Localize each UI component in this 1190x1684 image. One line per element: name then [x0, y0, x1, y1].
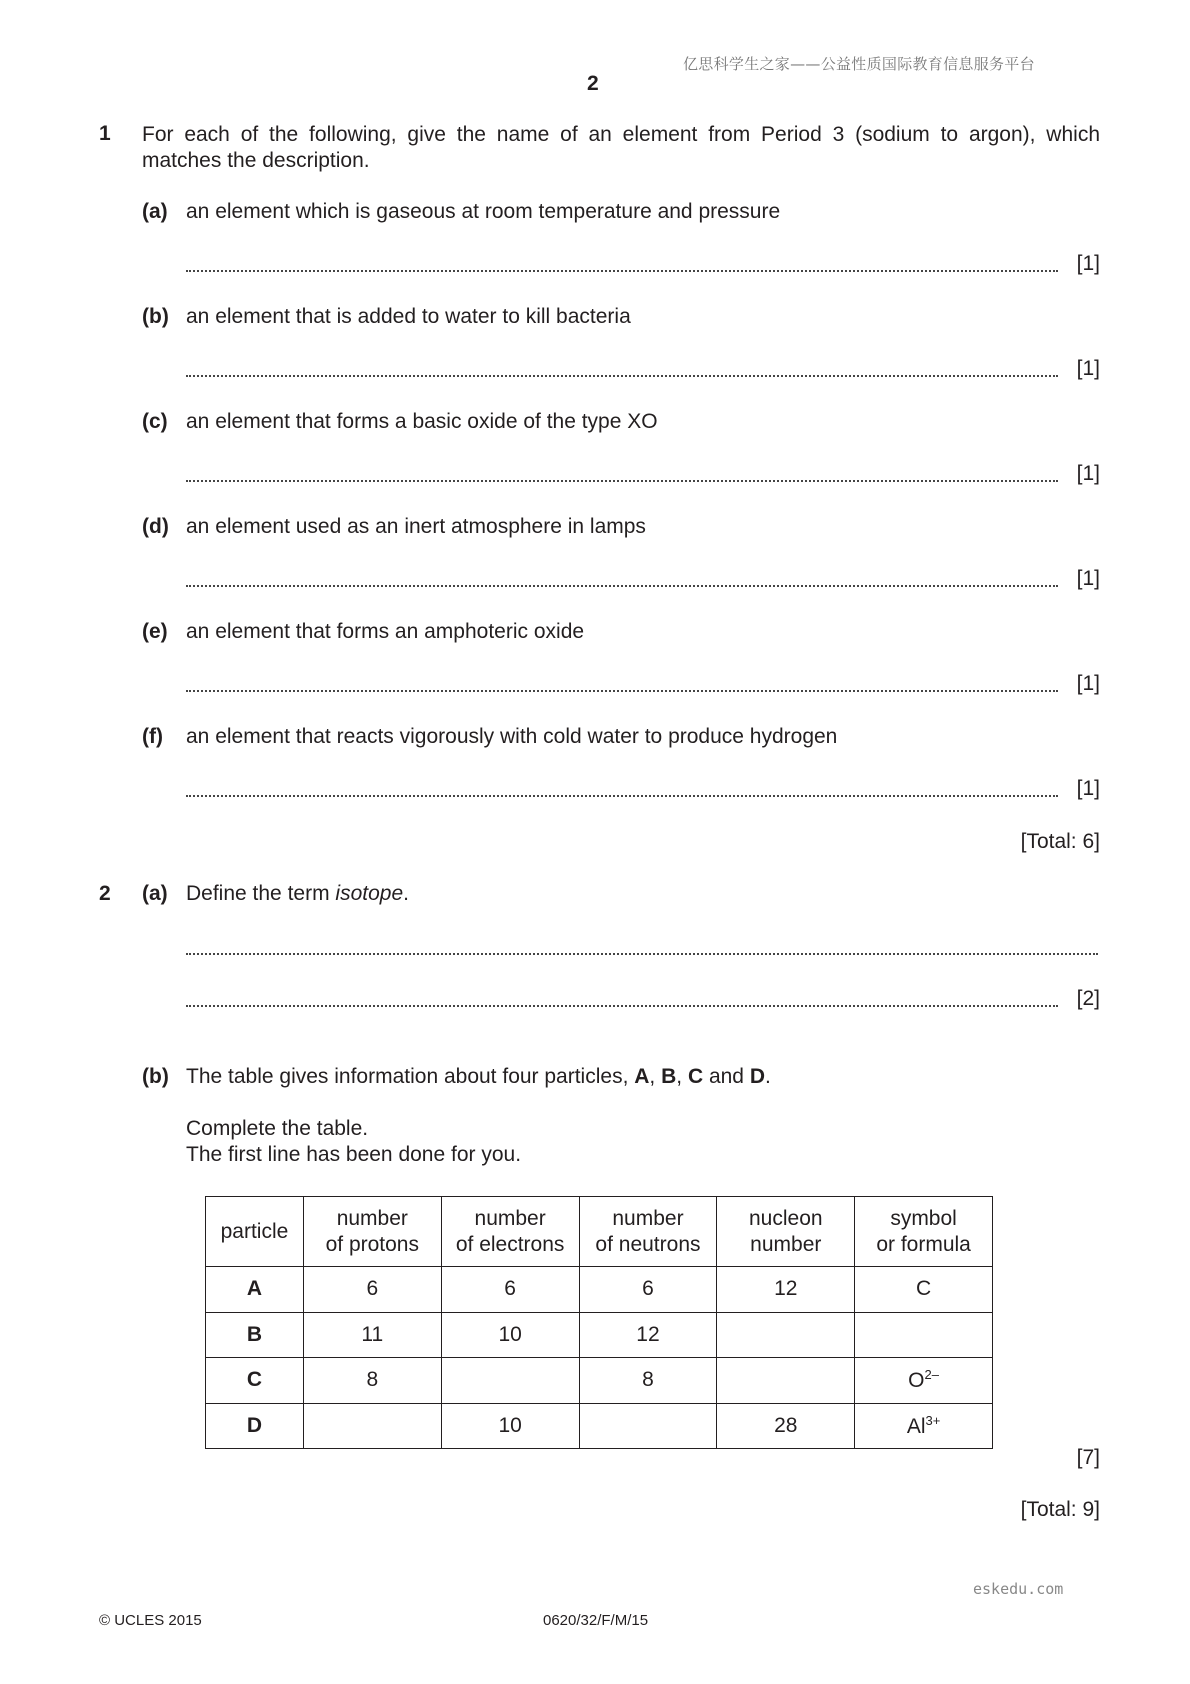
cell-symbol-answer[interactable]: [855, 1312, 993, 1358]
header-line: particle: [220, 1219, 289, 1243]
header-line: number: [750, 1232, 822, 1256]
header-nucleon: [717, 1197, 855, 1267]
footer-code: 0620/32/F/M/15: [543, 1612, 649, 1629]
header-symbol: [855, 1197, 993, 1267]
cell-symbol: [855, 1403, 993, 1449]
text-after: .: [403, 882, 409, 905]
period: .: [765, 1065, 771, 1088]
header-neutrons: [579, 1197, 717, 1267]
header-line: of protons: [325, 1232, 419, 1256]
cell-electrons-answer[interactable]: [441, 1358, 579, 1404]
cell-neutrons: 8: [579, 1358, 717, 1404]
cell-nucleon-answer[interactable]: [717, 1312, 855, 1358]
header-line: of electrons: [455, 1232, 565, 1256]
question-2-number: 2: [99, 882, 111, 905]
cell-protons: 6: [303, 1267, 441, 1313]
header-particle: [206, 1197, 304, 1267]
answer-line[interactable]: [186, 935, 1098, 955]
part-text: an element which is gaseous at room temperature and pressure: [186, 200, 781, 223]
header-protons: [303, 1197, 441, 1267]
text-before: Define the term: [186, 882, 336, 905]
cell-electrons: 10: [441, 1312, 579, 1358]
header-line: symbol: [890, 1206, 957, 1230]
part-text: an element that reacts vigorously with cold water to produce hydrogen: [186, 725, 838, 748]
separator: ,: [676, 1065, 688, 1088]
mark: [1]: [1076, 357, 1100, 380]
site-watermark: eskedu.com: [973, 1580, 1064, 1598]
cell-symbol: [855, 1267, 993, 1313]
question-1-number: 1: [99, 122, 111, 145]
cell-nucleon-answer[interactable]: [717, 1358, 855, 1404]
mark: [1]: [1076, 252, 1100, 275]
cell-neutrons: 6: [579, 1267, 717, 1313]
table-header-row: [206, 1197, 993, 1267]
part-text: an element that forms an amphoteric oxide: [186, 620, 585, 643]
answer-line[interactable]: [186, 777, 1058, 797]
q2-part-b-intro: [186, 1065, 771, 1089]
header-line: number: [612, 1206, 684, 1230]
part-label: (c): [142, 410, 168, 433]
footer-copyright: © UCLES 2015: [99, 1612, 202, 1629]
mark: [1]: [1076, 672, 1100, 695]
mark: [1]: [1076, 777, 1100, 800]
part-label: (a): [142, 200, 168, 223]
part-label: (e): [142, 620, 168, 643]
answer-line[interactable]: [186, 567, 1058, 587]
symbol: C: [916, 1277, 932, 1301]
charge: 2–: [924, 1367, 939, 1383]
cell-symbol: [855, 1358, 993, 1404]
charge: 3+: [925, 1412, 941, 1428]
particle-a: A: [634, 1065, 650, 1088]
answer-line[interactable]: [186, 252, 1058, 272]
table-row: [206, 1403, 993, 1449]
separator: ,: [649, 1065, 662, 1088]
separator: and: [703, 1065, 750, 1088]
cell-particle: B: [206, 1312, 304, 1358]
symbol: Al: [906, 1414, 926, 1438]
question-1-intro: For each of the following, give the name of an element from Period 3 (sodium to argon), which matches the description.: [142, 123, 1100, 172]
particle-b: B: [661, 1065, 677, 1088]
part-label: (f): [142, 725, 163, 748]
cell-protons: 8: [303, 1358, 441, 1404]
q2-part-b-label: (b): [142, 1065, 169, 1088]
instruction-complete: Complete the table.: [186, 1117, 369, 1140]
q2-part-a-text: [186, 882, 409, 906]
header-watermark: 亿思科学生之家——公益性质国际教育信息服务平台: [683, 55, 1035, 73]
q2-part-a-label: (a): [142, 882, 168, 905]
cell-electrons: 10: [441, 1403, 579, 1449]
header-line: number: [336, 1206, 408, 1230]
cell-neutrons: 12: [579, 1312, 717, 1358]
particle-table: [205, 1196, 993, 1449]
cell-nucleon: 12: [717, 1267, 855, 1313]
table-row: [206, 1267, 993, 1313]
q2-part-b-mark: [7]: [1076, 1446, 1100, 1469]
part-label: (d): [142, 515, 169, 538]
cell-particle: A: [206, 1267, 304, 1313]
answer-line[interactable]: [186, 672, 1058, 692]
header-line: nucleon: [748, 1206, 823, 1230]
header-line: of neutrons: [595, 1232, 701, 1256]
cell-nucleon: 28: [717, 1403, 855, 1449]
intro-text: The table gives information about four particles,: [186, 1065, 635, 1088]
particle-d: D: [749, 1065, 765, 1088]
answer-line[interactable]: [186, 987, 1058, 1007]
part-label: (b): [142, 305, 169, 328]
symbol: O: [908, 1369, 925, 1393]
term-isotope: isotope: [335, 882, 404, 905]
page-number: 2: [587, 72, 599, 95]
mark: [1]: [1076, 567, 1100, 590]
table-row: [206, 1312, 993, 1358]
cell-neutrons-answer[interactable]: [579, 1403, 717, 1449]
answer-line[interactable]: [186, 462, 1058, 482]
table-row: [206, 1358, 993, 1404]
mark: [1]: [1076, 462, 1100, 485]
part-text: an element used as an inert atmosphere in lamps: [186, 515, 646, 538]
question-2-total: [Total: 9]: [1020, 1498, 1100, 1521]
question-1-total: [Total: 6]: [1020, 830, 1100, 853]
answer-line[interactable]: [186, 357, 1058, 377]
cell-electrons: 6: [441, 1267, 579, 1313]
particle-c: C: [687, 1065, 704, 1088]
part-text: an element that forms a basic oxide of the type XO: [186, 410, 658, 433]
header-electrons: [441, 1197, 579, 1267]
q2-part-a-mark: [2]: [1076, 987, 1100, 1010]
cell-protons-answer[interactable]: [303, 1403, 441, 1449]
cell-particle: C: [206, 1358, 304, 1404]
instruction-first-line: The first line has been done for you.: [186, 1143, 522, 1166]
header-line: or formula: [876, 1232, 971, 1256]
part-text: an element that is added to water to kill bacteria: [186, 305, 631, 328]
cell-protons: 11: [303, 1312, 441, 1358]
header-line: number: [474, 1206, 546, 1230]
cell-particle: D: [206, 1403, 304, 1449]
